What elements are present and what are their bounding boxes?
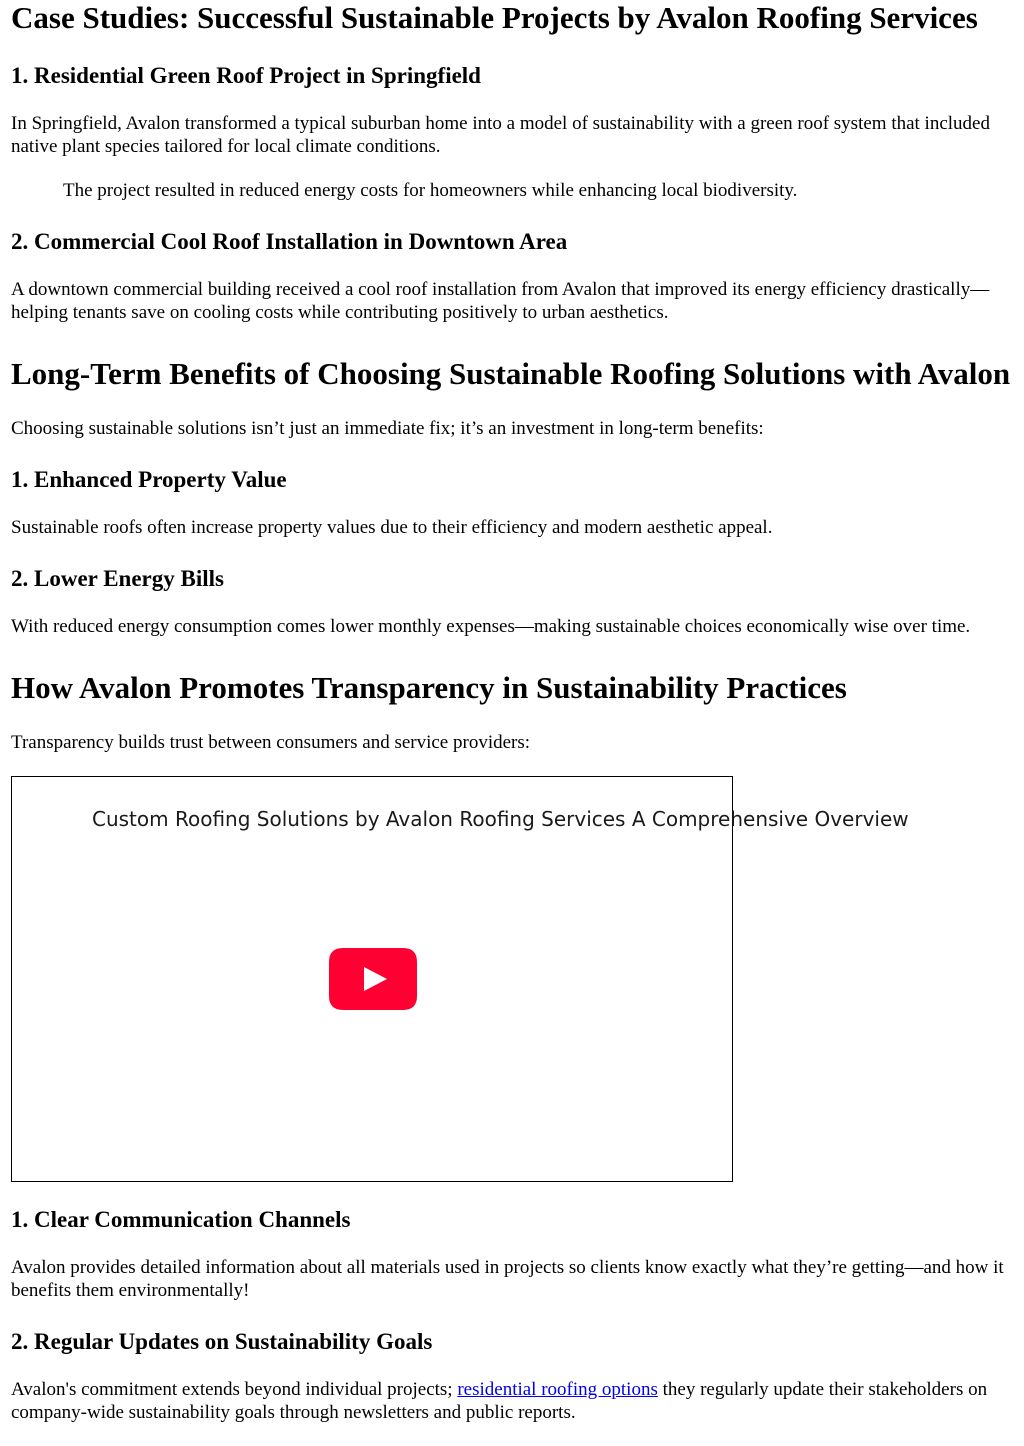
item1-heading: 1. Clear Communication Channels <box>11 1207 351 1232</box>
youtube-play-icon[interactable] <box>329 948 417 1010</box>
benefit1-paragraph: Sustainable roofs often increase property values due to their efficiency and modern aesthetic appeal. <box>11 517 773 538</box>
benefit1-heading: 1. Enhanced Property Value <box>11 467 287 492</box>
project1-heading: 1. Residential Green Roof Project in Springfield <box>11 63 481 88</box>
item2-heading: 2. Regular Updates on Sustainability Goals <box>11 1329 433 1354</box>
residential-roofing-options-link[interactable]: residential roofing options <box>457 1379 658 1400</box>
case-studies-heading: Case Studies: Successful Sustainable Projects by Avalon Roofing Services <box>11 0 978 35</box>
item1-paragraph: Avalon provides detailed information about all materials used in projects so clients know exactly what they’re getting—and how it benefits them environmentally! <box>11 1257 1004 1301</box>
project1-paragraph: In Springfield, Avalon transformed a typical suburban home into a model of sustainability with a green roof system that included native plant species tailored for local climate conditions. <box>11 113 990 157</box>
project1-quote: The project resulted in reduced energy costs for homeowners while enhancing local biodiversity. <box>63 180 798 201</box>
video-embed[interactable] <box>11 776 909 1182</box>
item2-text-after: they regularly update their stakeholders on company-wide sustainability goals through newsletters and public reports. <box>11 1379 988 1423</box>
transparency-heading: How Avalon Promotes Transparency in Sustainability Practices <box>11 670 847 705</box>
benefit2-paragraph: With reduced energy consumption comes lower monthly expenses—making sustainable choices economically wise over time. <box>11 616 971 637</box>
long-term-intro: Choosing sustainable solutions isn’t just an immediate fix; it’s an investment in long-term benefits: <box>11 418 764 439</box>
item2-text-before: Avalon's commitment extends beyond individual projects; <box>11 1379 458 1400</box>
project2-paragraph: A downtown commercial building received a cool roof installation from Avalon that improved its energy efficiency drastically—helping tenants save on cooling costs while contributing positively to urban aesthetics. <box>11 279 990 323</box>
benefit2-heading: 2. Lower Energy Bills <box>11 566 224 591</box>
transparency-intro: Transparency builds trust between consumers and service providers: <box>11 732 531 753</box>
video-title[interactable]: Custom Roofing Solutions by Avalon Roofing Services A Comprehensive Overview <box>92 807 909 831</box>
project2-heading: 2. Commercial Cool Roof Installation in Downtown Area <box>11 229 568 254</box>
item2-paragraph <box>11 1378 1014 1424</box>
long-term-heading: Long-Term Benefits of Choosing Sustainable Roofing Solutions with Avalon <box>11 356 1011 391</box>
